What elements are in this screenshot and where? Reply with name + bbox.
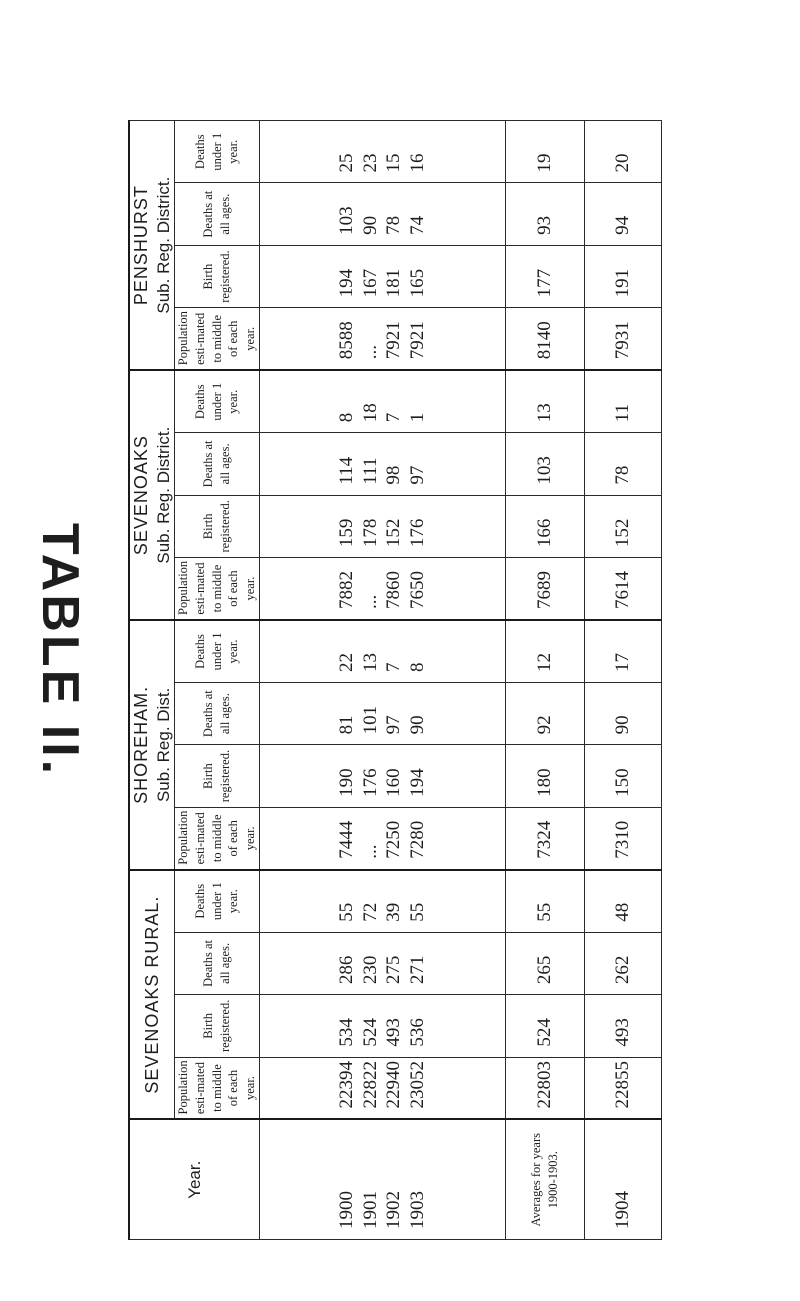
- value: 190: [335, 768, 357, 797]
- column-header: Deaths at all ages.: [174, 932, 259, 994]
- value: 23052: [407, 1061, 429, 1109]
- data-cell: 90: [584, 682, 661, 744]
- section-name: SEVENOAKS RURAL.: [141, 895, 162, 1094]
- data-cell: [260, 1057, 505, 1119]
- avg-cell: 166: [505, 495, 584, 557]
- value: 81: [335, 715, 357, 735]
- column-header: Birth registered.: [174, 245, 259, 307]
- value: 524: [359, 1018, 381, 1047]
- data-cell: [260, 932, 505, 994]
- section-header-sevenoaks: [129, 370, 174, 620]
- value: 7860: [383, 571, 405, 609]
- data-cell: 7310: [584, 807, 661, 869]
- data-cell: [260, 620, 505, 682]
- data-cell: [260, 308, 505, 370]
- statistics-table: [128, 120, 662, 1240]
- rotated-table-container: [128, 120, 662, 1240]
- column-header: Deaths under 1 year.: [174, 121, 259, 183]
- year-label: 1900: [335, 1191, 357, 1229]
- year-header: Year.: [129, 1120, 260, 1240]
- avg-cell: 13: [505, 370, 584, 432]
- data-cell: 493: [584, 995, 661, 1057]
- data-cell: [260, 558, 505, 620]
- avg-cell: 103: [505, 433, 584, 495]
- year-label: 1902: [383, 1191, 405, 1229]
- year-list: [260, 1120, 505, 1240]
- avg-cell: 7689: [505, 558, 584, 620]
- section-name: PENSHURST: [131, 185, 151, 306]
- averages-label: Averages for years 1900-1903.: [505, 1120, 584, 1240]
- value: 22394: [335, 1061, 357, 1109]
- column-header: Population esti-mated to middle of each year.: [174, 308, 259, 370]
- value: 55: [407, 902, 429, 922]
- value: 536: [407, 1018, 429, 1047]
- avg-cell: 524: [505, 995, 584, 1057]
- value: 8588: [335, 321, 357, 360]
- value: 111: [359, 457, 381, 485]
- value: 101: [359, 705, 381, 735]
- value: 97: [407, 465, 429, 485]
- value: 98: [383, 465, 405, 485]
- section-header-penshurst: [129, 121, 174, 371]
- section-name: SEVENOAKS: [131, 435, 151, 556]
- value: 55: [335, 902, 357, 922]
- data-cell: [260, 121, 505, 183]
- data-cell: 22855: [584, 1057, 661, 1119]
- data-cell: 152: [584, 495, 661, 557]
- value: 78: [383, 215, 405, 235]
- avg-cell: 265: [505, 932, 584, 994]
- value: 22: [335, 652, 357, 672]
- value: 493: [383, 1018, 405, 1047]
- value: 159: [335, 518, 357, 548]
- avg-cell: 22803: [505, 1057, 584, 1119]
- value: 74: [407, 215, 429, 235]
- value: 18: [359, 403, 381, 423]
- column-header: Birth registered.: [174, 995, 259, 1057]
- value: 7444: [335, 820, 357, 859]
- value: ...: [359, 844, 381, 859]
- avg-cell: 8140: [505, 308, 584, 370]
- data-cell: [260, 183, 505, 245]
- avg-cell: 180: [505, 745, 584, 807]
- data-cell: [260, 245, 505, 307]
- value: 16: [407, 153, 429, 173]
- avg-cell: 177: [505, 245, 584, 307]
- section-sub: Sub. Reg. District.: [153, 176, 173, 314]
- data-cell: 7614: [584, 558, 661, 620]
- value: 22940: [383, 1061, 405, 1109]
- value: 114: [335, 456, 357, 485]
- avg-cell: 12: [505, 620, 584, 682]
- value: 7: [383, 412, 405, 423]
- section-sub: Sub. Reg. Dist.: [153, 687, 173, 803]
- value: 25: [335, 153, 357, 173]
- column-header: Birth registered.: [174, 745, 259, 807]
- value: 7921: [383, 321, 405, 360]
- value: 534: [335, 1018, 357, 1047]
- value: 7250: [383, 820, 405, 859]
- value: 176: [359, 768, 381, 797]
- section-header-row: [129, 121, 174, 1240]
- value: 7921: [407, 321, 429, 360]
- column-header: Deaths at all ages.: [174, 682, 259, 744]
- value: 22822: [359, 1061, 381, 1109]
- data-cell: 17: [584, 620, 661, 682]
- data-cell: [260, 433, 505, 495]
- value: 167: [359, 268, 381, 298]
- data-cell: 262: [584, 932, 661, 994]
- value: 7280: [407, 820, 429, 859]
- value: 90: [407, 715, 429, 735]
- data-cell: 94: [584, 183, 661, 245]
- years-row: [260, 121, 505, 1240]
- value: 194: [407, 768, 429, 797]
- value: 271: [407, 955, 429, 985]
- value: 8: [335, 412, 357, 423]
- value: 275: [383, 955, 405, 985]
- column-header: Population esti-mated to middle of each year.: [174, 807, 259, 869]
- column-header: Birth registered.: [174, 495, 259, 557]
- data-cell: 48: [584, 870, 661, 932]
- value: 230: [359, 955, 381, 985]
- value: 15: [383, 153, 405, 173]
- value: 181: [383, 268, 405, 298]
- value: 7: [383, 662, 405, 672]
- data-cell: 150: [584, 745, 661, 807]
- data-cell: 191: [584, 245, 661, 307]
- value: 8: [407, 662, 429, 672]
- data-cell: 7931: [584, 308, 661, 370]
- value: 7882: [335, 571, 357, 609]
- column-header: Deaths at all ages.: [174, 183, 259, 245]
- data-cell: [260, 495, 505, 557]
- column-header: Deaths at all ages.: [174, 433, 259, 495]
- value: ...: [359, 345, 381, 360]
- section-header-shoreham: [129, 620, 174, 870]
- data-cell: [260, 995, 505, 1057]
- year-label: 1903: [407, 1191, 429, 1229]
- year-label: 1904: [584, 1120, 661, 1240]
- value: 1: [407, 412, 429, 423]
- data-cell: [260, 807, 505, 869]
- year-label: 1901: [359, 1191, 381, 1229]
- section-name: SHOREHAM.: [131, 685, 151, 804]
- value: 165: [407, 268, 429, 298]
- data-cell: [260, 682, 505, 744]
- column-header: Population esti-mated to middle of each year.: [174, 1057, 259, 1119]
- avg-cell: 92: [505, 682, 584, 744]
- avg-cell: 7324: [505, 807, 584, 869]
- value: 23: [359, 153, 381, 173]
- value: 286: [335, 955, 357, 985]
- column-header-row: [174, 121, 259, 1240]
- data-cell: [260, 745, 505, 807]
- value: 178: [359, 518, 381, 548]
- avg-cell: 93: [505, 183, 584, 245]
- section-header-sevenoaks-rural: [129, 870, 174, 1120]
- column-header: Population esti-mated to middle of each year.: [174, 558, 259, 620]
- avg-cell: 55: [505, 870, 584, 932]
- value: 97: [383, 715, 405, 735]
- data-cell: [260, 870, 505, 932]
- column-header: Deaths under 1 year.: [174, 620, 259, 682]
- value: 194: [335, 268, 357, 298]
- value: 72: [359, 902, 381, 922]
- section-sub: Sub. Reg. District.: [153, 426, 173, 564]
- data-cell: 11: [584, 370, 661, 432]
- value: ...: [359, 594, 381, 609]
- value: 13: [359, 652, 381, 672]
- value: 152: [383, 518, 405, 548]
- column-header: Deaths under 1 year.: [174, 370, 259, 432]
- data-cell: 78: [584, 433, 661, 495]
- value: 39: [383, 902, 405, 922]
- data-cell: 20: [584, 121, 661, 183]
- value: 7650: [407, 571, 429, 609]
- value: 90: [359, 215, 381, 235]
- column-header: Deaths under 1 year.: [174, 870, 259, 932]
- avg-cell: 19: [505, 121, 584, 183]
- value: 176: [407, 518, 429, 548]
- year-1904-row: [584, 121, 661, 1240]
- averages-row: [505, 121, 584, 1240]
- value: 160: [383, 768, 405, 797]
- value: 103: [335, 206, 357, 235]
- page-title: TABLE II.: [31, 522, 89, 778]
- data-cell: [260, 370, 505, 432]
